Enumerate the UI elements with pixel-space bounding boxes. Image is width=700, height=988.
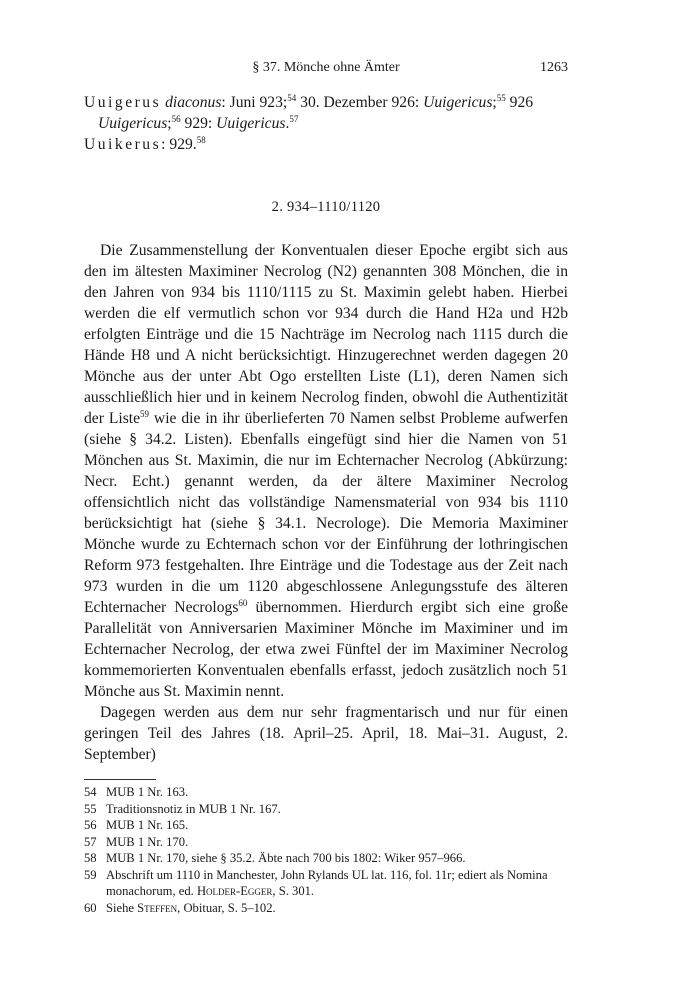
running-header xyxy=(84,60,568,82)
footnote-number: 59 xyxy=(84,867,97,882)
footnote xyxy=(84,900,568,917)
footnote xyxy=(84,867,568,900)
entry-uuigerus: Uuigerus diaconus: Juni 923;$^{54}$ 30. Dezember 926: Uuigericus;$^{55}$ 926 Uuigericus;$^{56}$ 929: Uuigericus.$^{57}$ xyxy=(84,92,534,132)
footnote-ref: 58 xyxy=(196,134,206,145)
paragraph: Dagegen werden aus dem nur sehr fragmentarisch und nur für einen geringen Teil des Jahres (18. April–25. April, 18. Mai–31. August, 2. September) xyxy=(84,704,568,763)
italic-text: Uuigericus xyxy=(216,115,286,132)
footnote-number: 57 xyxy=(84,834,97,849)
footnote-number: 58 xyxy=(84,851,97,865)
document-page xyxy=(84,60,568,916)
footnote xyxy=(84,801,568,818)
footnote-ref: 56 xyxy=(171,113,181,124)
footnote xyxy=(84,850,568,867)
footnote-ref: 59 xyxy=(140,408,150,419)
footnote-text: MUB 1 Nr. 163. xyxy=(106,785,189,799)
footnote-text: Traditionsnotiz in MUB 1 Nr. 167. xyxy=(106,801,281,816)
italic-text: Uuigericus xyxy=(98,115,168,132)
entry-uuikerus: Uuikerus: 929.58 xyxy=(84,134,206,153)
footnote-ref: 60 xyxy=(238,597,248,608)
footnote-number: 55 xyxy=(84,801,97,816)
footnote xyxy=(84,817,568,834)
footnote-text: Siehe Steffen, Obituar, S. 5–102. xyxy=(106,900,276,915)
footnote xyxy=(84,834,568,851)
italic-text: diaconus xyxy=(165,94,222,111)
footnote-text: MUB 1 Nr. 165. xyxy=(106,818,189,832)
page-number: 1263 xyxy=(540,60,568,75)
footnote-number: 60 xyxy=(84,900,97,915)
author-name: Holder-Egger xyxy=(196,884,273,898)
footnote-ref: 54 xyxy=(287,92,297,103)
footnote-number: 54 xyxy=(84,785,97,799)
footnotes xyxy=(84,784,568,916)
paragraph: Die Zusammenstellung der Konventualen dieser Epoche ergibt sich aus den im ältesten Maximiner Necrolog (N2) genannten 308 Mönchen, die in den Jahren von 934 bis 1110/1115 zu St. Maximin gelebt haben. Hierbei werden die elf vermutlich schon vor 934 durch die Hand H2a und H2b erfolgten Einträge und die 15 Nachträge im Necrolog nach 1115 durch die Hände H8 und A nicht berücksichtigt. Hinzugerechnet werden dagegen 20 Mönche aus der unter Abt Ogo erstellten Liste (L1), deren Namen sich ausschließlich hier und in keinem Necrolog finden, obwohl die Authentizität der Liste$^{59}$ wie die in ihr überlieferten 70 Namen selbst Probleme aufwerfen (siehe § 34.2. Listen). Ebenfalls eingefügt sind hier die Namen von 51 Mönchen aus St. Maximin, die nur im Echternacher Necrolog (Abkürzung: Necr. Echt.) genannt werden, da der ältere Maximiner Necrolog offensichtlich nicht das vollständige Namensmaterial von 934 bis 1110 berücksichtigt hat (siehe § 34.1. Necrologe). Die Memoria Maximiner Mönche wurde zu Echternach schon vor der Einführung der lothringischen Reform 973 festgehalten. Ihre Einträge und die Todestage aus der Zeit nach 973 wurden in die um 1120 abgeschlossene Anlegungsstufe des älteren Echternacher Necrologs$^{60}$ übernommen. Hierdurch ergibt sich eine große Parallelität von Anniversarien Maximiner Mönche im Maximiner und im Echternacher Necrolog, der etwa zwei Fünftel der im Maximiner Necrolog kommemorierten Konventualen ebenfalls erfasst, jedoch zusätzlich noch 51 Mönche aus St. Maximin nennt. xyxy=(84,242,568,700)
author-name: Steffen xyxy=(137,900,178,915)
section-heading: 2. 934–1110/1120 xyxy=(271,199,381,215)
footnote-ref: 55 xyxy=(496,92,506,103)
monk-entries xyxy=(84,92,568,155)
footnote-separator xyxy=(84,779,156,780)
italic-text: Uuigericus xyxy=(423,94,493,111)
body-text xyxy=(84,240,568,765)
footnote-text: MUB 1 Nr. 170. xyxy=(106,834,189,849)
running-title: § 37. Mönche ohne Ämter xyxy=(252,60,400,75)
spaced-name: Uuigerus xyxy=(84,94,162,111)
footnote-text: Abschrift um 1110 in Manchester, John Rylands UL lat. 116, fol. 11r; ediert als Nomina monachorum, ed. Holder-Egger, S. 301. xyxy=(106,867,548,898)
footnote xyxy=(84,784,568,801)
footnote-number: 56 xyxy=(84,818,97,832)
spaced-name: Uuikerus xyxy=(84,136,162,153)
footnote-text: MUB 1 Nr. 170, siehe § 35.2. Äbte nach 700 bis 1802: Wiker 957–966. xyxy=(106,851,466,865)
footnote-ref: 57 xyxy=(289,113,299,124)
